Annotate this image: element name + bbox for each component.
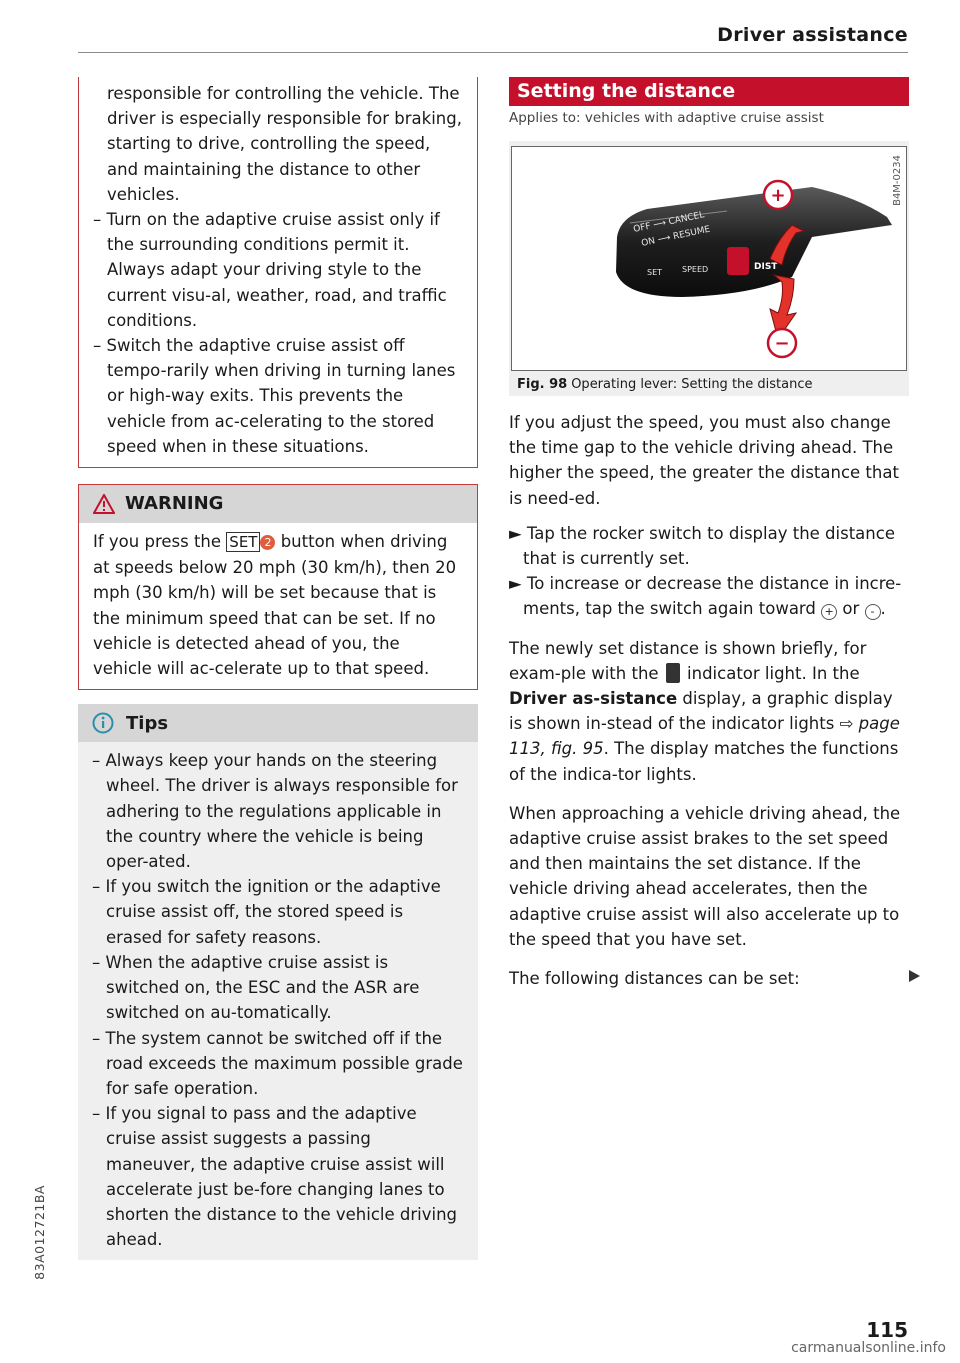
lever-resume-label: RESUME <box>672 224 712 243</box>
warning-triangle-icon <box>93 494 115 514</box>
step-2-post: . <box>880 599 886 619</box>
lever-dist-label: DIST <box>754 262 778 272</box>
figure <box>509 141 909 396</box>
section-title: Setting the distance <box>509 77 909 106</box>
tip-item: – The system cannot be switched off if the road exceeds the maximum possible grade for safe operation. <box>92 1028 463 1098</box>
distance-indicator-icon <box>666 663 680 683</box>
header-rule <box>78 52 908 53</box>
tips-title: Tips <box>126 712 169 734</box>
applies-to-note: Applies to: vehicles with adaptive cruise assist <box>509 110 824 126</box>
info-icon <box>92 712 114 734</box>
left-column <box>78 77 478 1260</box>
svg-text:OFF ⟶ CANCEL: OFF ⟶ CANCEL <box>632 210 706 235</box>
continue-arrow-icon <box>909 970 920 982</box>
tips-box <box>78 704 478 1260</box>
display-paragraph <box>509 636 909 787</box>
page-number: 115 <box>866 1318 908 1342</box>
step-2 <box>509 571 909 621</box>
lever-speed-label: SPEED <box>682 265 709 274</box>
lever-cancel-label: CANCEL <box>667 210 706 228</box>
approach-paragraph: When approaching a vehicle driving ahead, the adaptive cruise assist brakes to the set speed and then maintains the set distance. If the vehicle driving ahead accelerates, then the adaptive cruise assist will also accelerate up to the speed that you have set. <box>509 803 901 949</box>
p2-b: indicator light. In the <box>681 663 860 683</box>
warning-header <box>79 485 477 523</box>
warning-text-pre: If you press the <box>93 532 227 552</box>
steps <box>509 521 909 622</box>
figure-image <box>511 146 907 371</box>
caution-line: responsible for controlling the vehicle. The driver is especially responsible for braking, starting to drive, controlling the speed, and maintaining the distance to other vehicles. <box>107 84 462 204</box>
warning-box <box>78 484 478 690</box>
caution-continuation <box>78 77 478 468</box>
figure-caption-text: Operating lever: Setting the distance <box>571 377 813 392</box>
operating-lever-illustration <box>512 147 906 370</box>
minus-symbol: − <box>774 333 790 354</box>
p2-a: The newly set distance is shown briefly, for exam-ple with the <box>509 638 867 683</box>
callout-number: 2 <box>260 535 275 550</box>
tip-item: – If you switch the ignition or the adaptive cruise assist off, the stored speed is erased for safety reasons. <box>92 877 441 947</box>
set-key-label: SET <box>226 532 260 552</box>
caution-line: – Switch the adaptive cruise assist off tempo-rarily when driving in turning lanes or high-way exits. This prevents the vehicle from ac-celerating to the stored speed when in these situations. <box>93 336 456 456</box>
intro-paragraph: If you adjust the speed, you must also change the time gap to the vehicle driving ahead. The higher the speed, the greater the distance that is need-ed. <box>509 413 899 508</box>
watermark: carmanualsonline.info <box>791 1340 946 1356</box>
header-section-title: Driver assistance <box>717 24 908 46</box>
caution-line: – Turn on the adaptive cruise assist only if the surrounding conditions permit it. Always adapt your driving style to the current visu-al, weather, road, and traffic conditions. <box>93 210 447 330</box>
tip-item: – Always keep your hands on the steering wheel. The driver is always responsible for adhering to the regulations applicable in the country where the vehicle is being oper-ated. <box>92 751 458 872</box>
p2-c: display, a graphic display is shown in-stead of the indicator lights <box>509 689 893 734</box>
tips-body <box>78 742 478 1260</box>
lever-set-label: SET <box>647 268 663 277</box>
page-reference[interactable]: ⇨ page 113, fig. 95 <box>509 714 900 759</box>
p2-d: . The display matches the functions of the indica-tor lights. <box>509 739 899 784</box>
svg-text:ON ⟶ RESUME: ON ⟶ RESUME <box>640 224 712 249</box>
plus-circle-icon: + <box>821 604 837 620</box>
warning-title: WARNING <box>125 493 224 515</box>
lever-on-label: ON <box>640 236 657 249</box>
warning-body <box>79 523 477 689</box>
step-1: ► Tap the rocker switch to display the distance that is currently set. <box>509 523 895 569</box>
tips-header <box>78 704 478 742</box>
tip-item: – When the adaptive cruise assist is switched on, the ESC and the ASR are switched on au-tomatically. <box>92 952 420 1023</box>
warning-text-post: button when driving at speeds below 20 mph (30 km/h), then 20 mph (30 km/h) will be set because that is the minimum speed that can be set. If no vehicle is detected ahead of you, the vehicle will ac-celerate up to that speed. <box>93 532 457 679</box>
minus-circle-icon: - <box>865 604 881 620</box>
tip-item: – If you signal to pass and the adaptive cruise assist suggests a passing maneuver, the adaptive cruise assist will accelerate just be-fore changing lanes to shorten the distance to the vehicle driving ahead. <box>92 1104 458 1250</box>
step-2-pre: ► To increase or decrease the distance in incre-ments, tap the switch again toward <box>509 574 902 619</box>
right-column <box>509 77 909 991</box>
side-code: 83A012721BA <box>32 1185 47 1280</box>
figure-id: B4M-0234 <box>892 155 903 206</box>
distances-intro: The following distances can be set: <box>509 969 800 989</box>
step-2-or: or <box>837 599 865 619</box>
p2-bold: Driver as-sistance <box>509 689 678 709</box>
figure-caption <box>511 377 907 392</box>
lever-off-label: OFF <box>632 221 652 235</box>
figure-label: Fig. 98 <box>517 377 568 392</box>
plus-symbol: + <box>770 185 786 206</box>
